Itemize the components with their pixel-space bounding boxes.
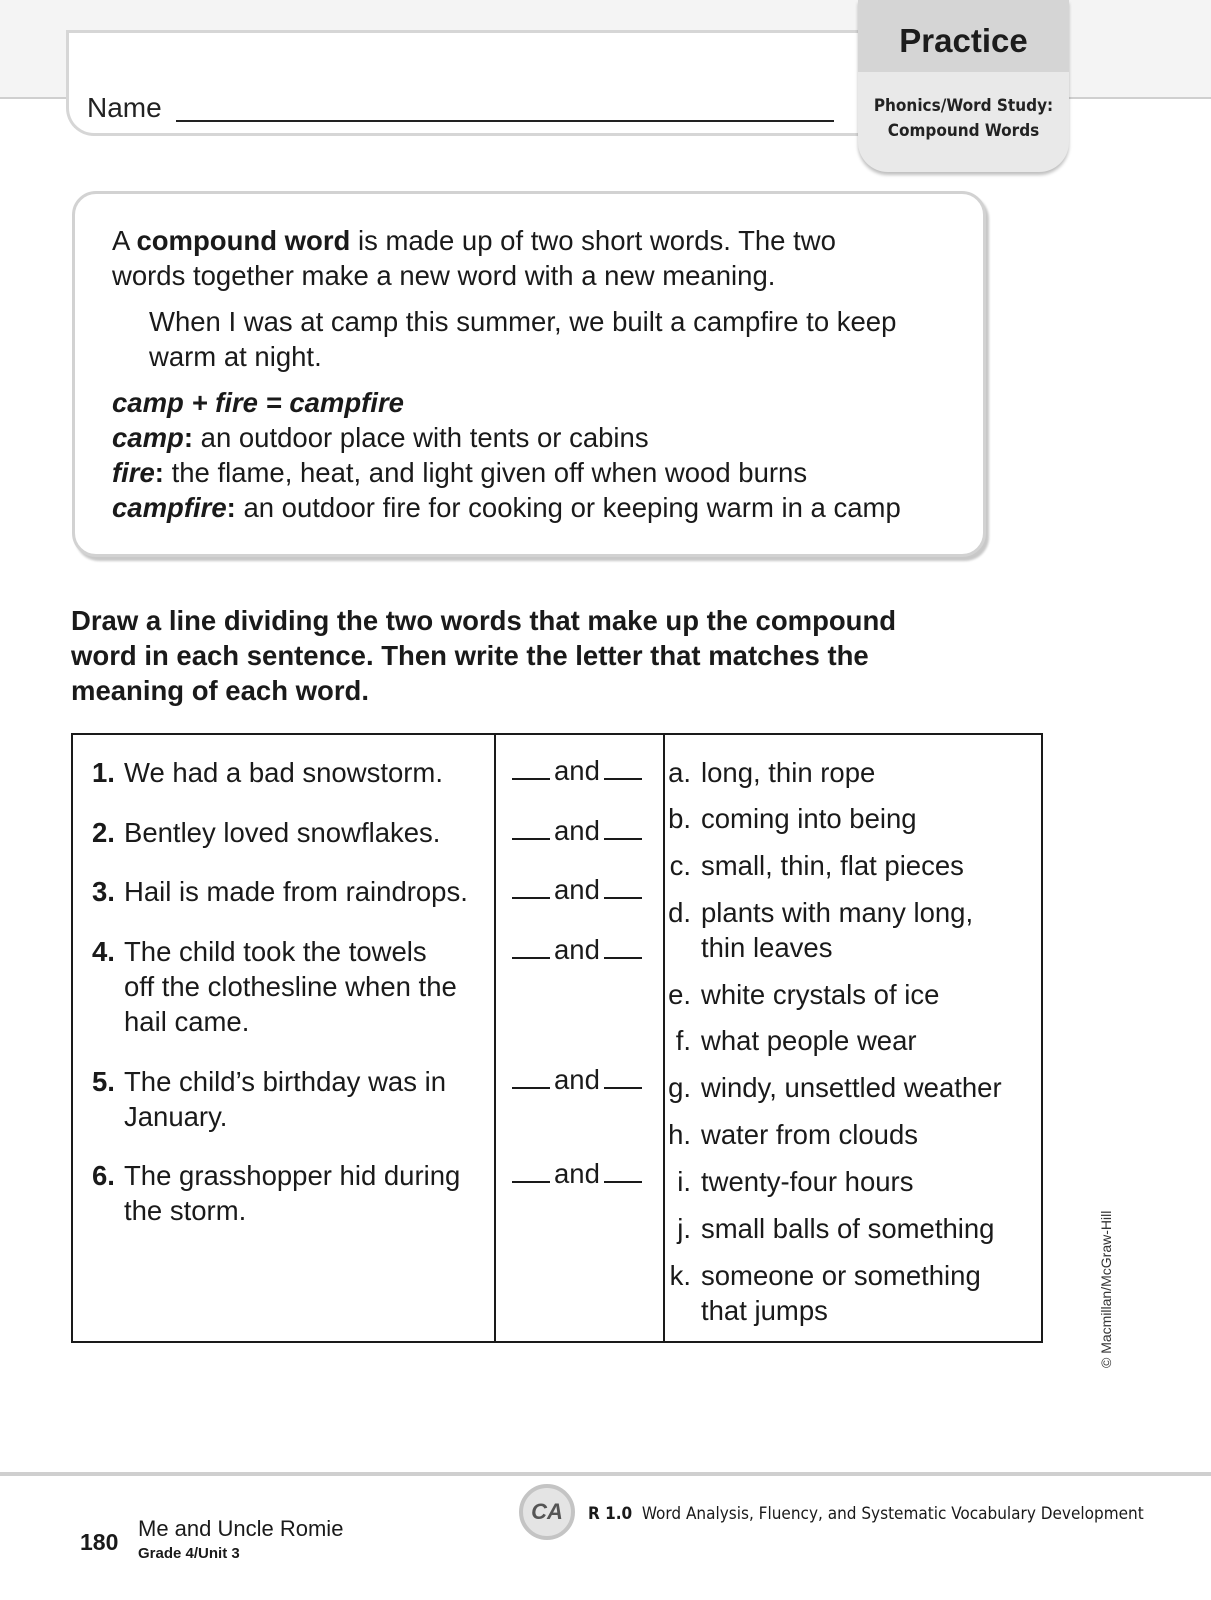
skill-label-line-2: Compound Words: [887, 121, 1040, 141]
example-sentence-line-1: When I was at camp this summer, we built a campfire to keep: [149, 306, 897, 337]
meaning-option: i. twenty-four hours: [677, 1166, 914, 1197]
definition-campfire: campfire: an outdoor fire for cooking or keeping warm in a camp: [112, 492, 901, 523]
footer-rule: [0, 1472, 1211, 1476]
answer-blank[interactable]: [604, 1086, 642, 1089]
answer-blank[interactable]: [512, 1086, 550, 1089]
meaning-option: f. what people wear: [675, 1025, 917, 1056]
meaning-option: a. long, thin rope: [668, 757, 876, 788]
sentence-item: 4. The child took the towels off the clothesline when the hail came.: [92, 936, 457, 1037]
skill-label: [858, 94, 1069, 144]
meaning-option: j. small balls of something: [677, 1213, 995, 1244]
answer-blank[interactable]: [512, 777, 550, 780]
rule-line-1: A compound word is made up of two short words. The two: [112, 225, 836, 256]
answer-blank[interactable]: [604, 956, 642, 959]
answer-blanks: and: [508, 755, 648, 787]
meaning-option: c. small, thin, flat pieces: [669, 850, 964, 881]
practice-title: Practice: [899, 22, 1028, 59]
name-label: Name: [87, 92, 162, 123]
directions: Draw a line dividing the two words that make up the compound word in each sentence. Then write the letter that matches the meaning of each word.: [71, 605, 897, 706]
answer-blank[interactable]: [604, 777, 642, 780]
answer-blanks: and: [508, 934, 648, 966]
meaning-option: h. water from clouds: [668, 1119, 919, 1150]
answer-blanks: and: [508, 1064, 648, 1096]
answer-blank[interactable]: [512, 956, 550, 959]
sentence-item: 5. The child’s birthday was in January.: [92, 1066, 447, 1132]
meaning-option: e. white crystals of ice: [668, 979, 940, 1010]
copyright-notice: © Macmillan/McGraw-Hill: [1098, 1210, 1114, 1368]
sentence-item: 2. Bentley loved snowflakes.: [92, 817, 441, 848]
key-term: compound word: [136, 225, 351, 256]
answer-blank[interactable]: [604, 896, 642, 899]
definition-fire: fire: the flame, heat, and light given off when wood burns: [112, 457, 808, 488]
answer-blanks: and: [508, 1158, 648, 1190]
meaning-option: g. windy, unsettled weather: [668, 1072, 1002, 1103]
grade-unit: Grade 4/Unit 3: [138, 1545, 240, 1562]
name-line[interactable]: [176, 120, 834, 122]
definition-camp: camp: an outdoor place with tents or cabins: [112, 422, 649, 453]
answer-blank[interactable]: [512, 837, 550, 840]
page-number: 180: [80, 1529, 119, 1555]
answer-blanks: and: [508, 815, 648, 847]
answer-blank[interactable]: [604, 1180, 642, 1183]
example-sentence-line-2: warm at night.: [149, 341, 322, 372]
column-divider: [494, 735, 496, 1341]
answer-blanks: and: [508, 874, 648, 906]
ca-standard-badge: CA: [519, 1484, 575, 1540]
practice-tab: [858, 0, 1069, 172]
rule-line-2: words together make a new word with a new meaning.: [112, 260, 776, 291]
sentence-item: 6. The grasshopper hid during the storm.: [92, 1160, 461, 1226]
answer-blank[interactable]: [512, 896, 550, 899]
meaning-option: k. someone or something that jumps: [669, 1260, 981, 1326]
sentence-item: 1. We had a bad snowstorm.: [92, 757, 443, 788]
sentence-item: 3. Hail is made from raindrops.: [92, 876, 468, 907]
meaning-option: b. coming into being: [668, 803, 917, 834]
answer-blank[interactable]: [512, 1180, 550, 1183]
skill-label-line-1: Phonics/Word Study:: [873, 96, 1054, 116]
meaning-option: d. plants with many long, thin leaves: [668, 897, 974, 963]
answer-blank[interactable]: [604, 837, 642, 840]
standard-reference: R 1.0 Word Analysis, Fluency, and Systematic Vocabulary Development: [588, 1504, 1144, 1524]
story-title: Me and Uncle Romie: [138, 1516, 344, 1541]
word-equation: camp + fire = campfire: [112, 387, 404, 418]
